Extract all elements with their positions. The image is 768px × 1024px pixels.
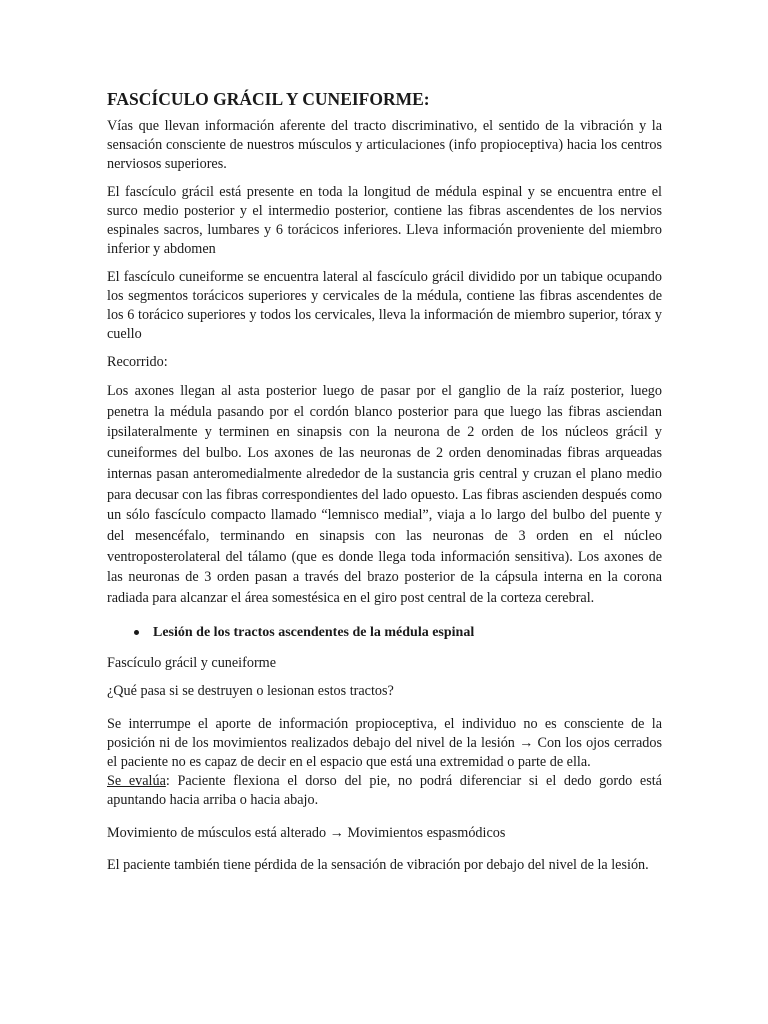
question: ¿Qué pasa si se destruyen o lesionan estos tractos? [107, 682, 394, 699]
paragraph-movimiento: Movimiento de músculos está alterado → Movimientos espasmódicos [107, 824, 506, 841]
paragraph-cuneiforme: El fascículo cuneiforme se encuentra lateral al fascículo grácil dividido por un tabique ocupando los segmentos torácicos superiores y cervicales de la médula, contiene las fibras ascendentes de los 6 torácico superiores y todos los cervicales, lleva la información de miembro superior, tórax y cuello [107, 269, 662, 342]
evalua-label: Se evalúa [107, 772, 166, 789]
evalua-text: : Paciente flexiona el dorso del pie, no podrá diferenciar si el dedo gordo está apuntando hacia arriba o hacia abajo. [107, 772, 662, 808]
bullet-heading-text: Lesión de los tractos ascendentes de la médula espinal [153, 624, 475, 640]
paragraph-gracil: El fascículo grácil está presente en toda la longitud de médula espinal y se encuentra entre el surco medio posterior y el intermedio posterior, contiene las fibras ascendentes de los nervios espinales sacros, lumbares y 6 torácicos inferiores. Lleva información proveniente del miembro inferior y abdomen [107, 184, 662, 257]
document-page [107, 88, 662, 884]
paragraph-intro: Vías que llevan información aferente del tracto discriminativo, el sentido de la vibración y la sensación consciente de nuestros músculos y articulaciones (info propioceptiva) hacia los centros nerviosos superiores. [107, 118, 662, 172]
document-title: FASCÍCULO GRÁCIL Y CUNEIFORME: [107, 89, 430, 109]
subheading: Fascículo grácil y cuneiforme [107, 654, 277, 671]
paragraph-evalua [107, 772, 662, 810]
recorrido-label: Recorrido: [107, 354, 168, 370]
paragraph-vibracion: El paciente también tiene pérdida de la sensación de vibración por debajo del nivel de la lesión. [107, 856, 649, 873]
bullet-heading [134, 623, 662, 642]
paragraph-recorrido: Los axones llegan al asta posterior luego de pasar por el ganglio de la raíz posterior, luego penetra la médula pasando por el cordón blanco posterior para que luego las fibras asciendan ipsilateralmente y terminen en sinapsis con la neurona de 2 orden de los núcleos grácil y cuneiformes del bulbo. Los axones de las neuronas de 2 orden denominadas fibras arqueadas internas pasan anteromedialmente alrededor de la sustancia gris central y cruzan el plano medio para decusar con las fibras correspondientes del lado opuesto. Las fibras ascienden después como un sólo fascículo compacto llamado “lemnisco medial”, viaja a lo largo del bulbo del puente y del mesencéfalo, terminando en sinapsis con las neuronas de 3 orden en el núcleo ventroposterolateral del tálamo (que es donde llega toda información sensitiva). Los axones de las neuronas de 3 orden pasan a través del brazo posterior de la cápsula interna en la corona radiada para alcanzar el área somestésica en el giro post central de la corteza cerebral. [107, 383, 662, 607]
bullet-dot-icon [134, 630, 139, 635]
paragraph-lesion: Se interrumpe el aporte de información propioceptiva, el individuo no es consciente de la posición ni de los movimientos realizados debajo del nivel de la lesión → Con los ojos cerrados el paciente no es capaz de decir en el espacio que está una extremidad o parte de ella. [107, 715, 662, 770]
